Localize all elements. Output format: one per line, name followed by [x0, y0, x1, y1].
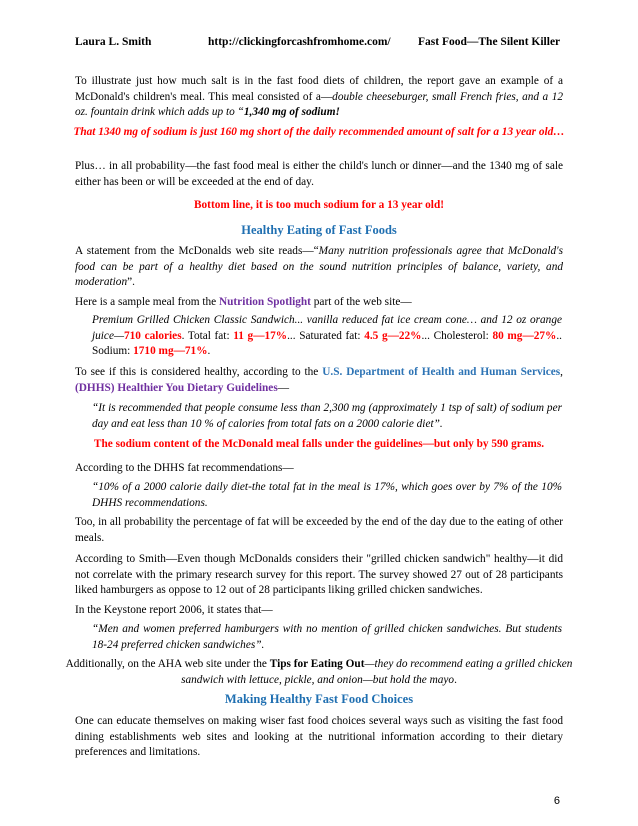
meal-cholesterol: 80 mg—27% — [492, 329, 557, 342]
hhs-link[interactable]: U.S. Department of Health and Human Services — [322, 366, 561, 378]
statement-close: ”. — [127, 276, 135, 288]
paragraph-plus: Plus… in all probability—the fast food meal is either the child's lunch or dinner—and the 1340 mg of sale either has been or will be exceeded at the end of day. — [75, 160, 563, 188]
meal-calories: 710 calories — [124, 329, 182, 342]
sodium-callout: That 1340 mg of sodium is just 160 mg short of the daily recommended amount of salt for a 13 year old… — [73, 126, 565, 138]
total-fat-label: . Total fat: — [181, 329, 234, 342]
paragraph-mcdonalds-statement — [75, 244, 563, 291]
meal-nutrition-block — [92, 313, 562, 360]
header-url: http://clickingforcashfromhome.com/ — [208, 36, 391, 48]
dhhs-separator: , — [560, 366, 563, 378]
meal-total-fat: 11 g—17% — [233, 329, 288, 342]
meal-items: Premium Grilled Chicken Classic Sandwich... vanilla reduced fat ice cream cone… and 12 oz orange juice— — [92, 314, 562, 342]
intro-text: To illustrate just how much salt is in the fast food diets of children, the report gave an example of a McDonald's children's meal. This meal consisted of a— — [75, 75, 563, 103]
nutrition-spotlight-link[interactable]: Nutrition Spotlight — [218, 296, 311, 308]
quote-dhhs-sodium: “It is recommended that people consume less than 2,300 mg (approximately 1 tsp of salt) of sodium per day and eat less than 10 % of calories from total fats on a 2000 calorie diet”. — [92, 402, 562, 430]
quote-keystone: “Men and women preferred hamburgers with no mention of grilled chicken sandwiches. But students 18-24 preferred chicken sandwiches”. — [92, 623, 562, 651]
paragraph-keystone: In the Keystone report 2006, it states that— — [75, 604, 273, 616]
statement-lead: A statement from the McDonalds web site reads—“ — [75, 245, 319, 257]
meal-end: . — [207, 345, 211, 357]
dhhs-dash: — — [277, 381, 290, 394]
heading-healthy-choices: Making Healthy Fast Food Choices — [224, 692, 414, 706]
aha-end: . — [454, 673, 457, 686]
meal-saturated-fat: 4.5 g—22% — [364, 329, 422, 342]
meal-sodium: 1710 mg—71% — [133, 345, 208, 357]
paragraph-educate: One can educate themselves on making wiser fast food choices several ways such as visiting the fast food dining establishments web sites and looking at the nutritional information according to their dietary preferences and limitations. — [75, 715, 563, 758]
paragraph-survey: According to Smith—Even though McDonalds considers their "grilled chicken sandwich" healthy—it did not correlate with the primary research survey for this report. The survey showed 27 out of 28 participants liked hamburgers as oppose to 12 out of 28 participants liking grilled chicken sandwiches. — [75, 553, 563, 596]
sodium-guideline-callout: The sodium content of the McDonald meal falls under the guidelines—but only by 590 grams. — [93, 438, 545, 450]
paragraph-sample-meal — [75, 295, 563, 311]
header-author: Laura L. Smith — [75, 36, 152, 48]
aha-recommendation: —they do recommend eating a grilled chicken sandwich with lettuce, pickle, and onion—but hold the mayo — [181, 658, 573, 686]
paragraph-other-meals: Too, in all probability the percentage of fat will be exceeded by the end of the day due to the eating of other meals. — [75, 516, 563, 544]
cholesterol-label: ... Cholesterol: — [421, 329, 493, 342]
paragraph-aha — [60, 657, 578, 688]
intro-meal-text: double cheeseburger, small French fries, and a 12 oz. fountain drink which adds up to “ — [75, 90, 563, 118]
quote-fat-percentage: “10% of a 2000 calorie daily diet-the total fat in the meal is 17%, which goes over by 7% of the 10% DHHS recommendations. — [92, 481, 562, 509]
paragraph-fat-recommendations: According to the DHHS fat recommendations— — [75, 462, 294, 474]
dhhs-lead: To see if this is considered healthy, according to the — [75, 366, 323, 378]
header-title: Fast Food—The Silent Killer — [418, 36, 561, 48]
statement-quote: Many nutrition professionals agree that McDonald's food can be part of a healthy diet based on the sound nutrition principles of balance, variety, and moderation — [75, 245, 563, 288]
paragraph-dhhs-intro — [75, 365, 563, 396]
intro-sodium-amount: 1,340 mg of sodium! — [243, 106, 340, 118]
aha-lead: Additionally, on the AHA web site under the — [65, 658, 270, 670]
tips-for-eating-out-link[interactable]: Tips for Eating Out — [269, 658, 365, 670]
heading-healthy-eating: Healthy Eating of Fast Foods — [241, 223, 397, 237]
saturated-fat-label: ... Saturated fat: — [287, 329, 365, 342]
page-number: 6 — [553, 795, 560, 807]
sample-meal-tail: part of the web site— — [310, 296, 412, 308]
sodium-label: .. Sodium: — [92, 329, 562, 357]
sample-meal-lead: Here is a sample meal from the — [75, 296, 219, 308]
dhhs-guidelines-link[interactable]: (DHHS) Healthier You Dietary Guidelines — [75, 381, 278, 394]
paragraph-intro — [75, 74, 563, 121]
bottom-line-callout: Bottom line, it is too much sodium for a 13 year old! — [194, 199, 444, 211]
